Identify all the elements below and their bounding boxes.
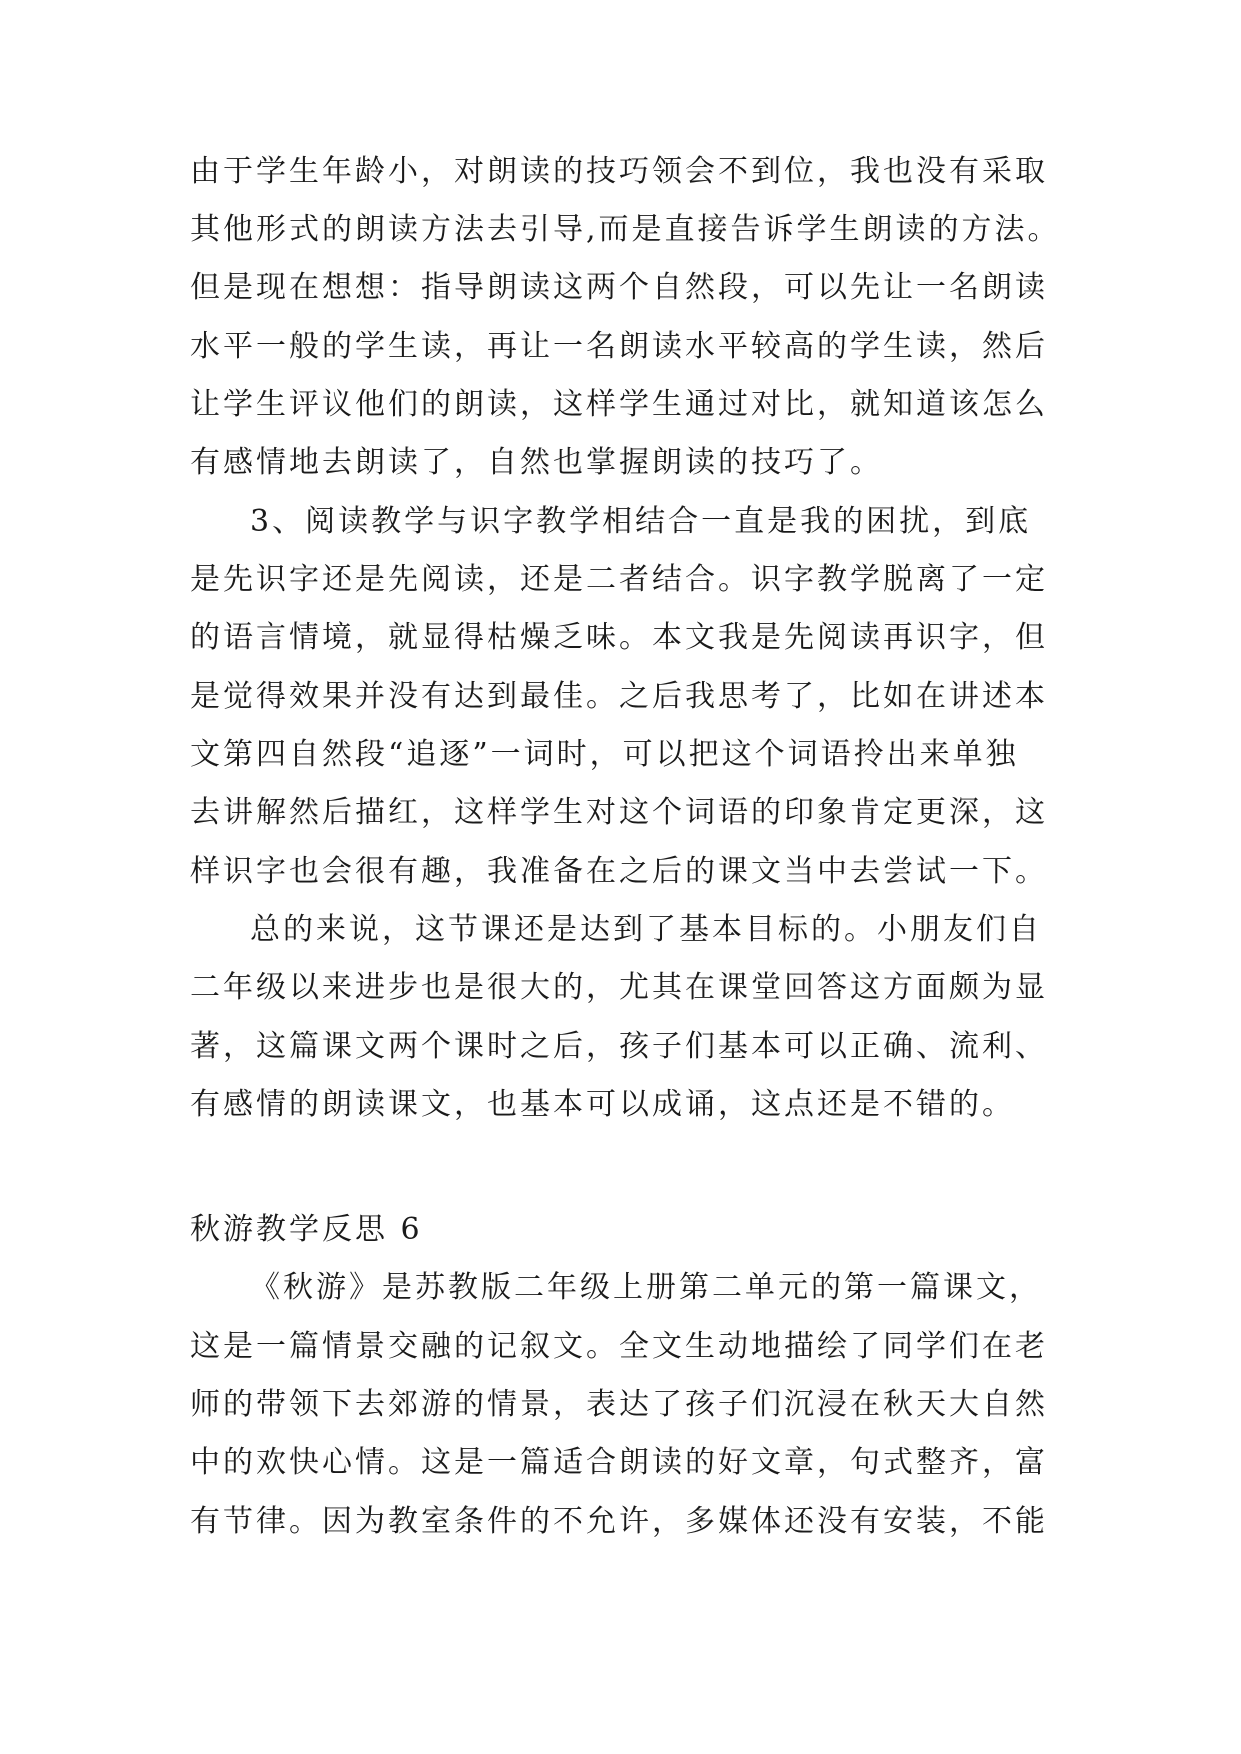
- text-line: 由于学生年龄小，对朗读的技巧领会不到位，我也没有采取: [190, 154, 1048, 189]
- paragraph-start: 总的来说，这节课还是达到了基本目标的。小朋友们自: [250, 912, 1042, 947]
- text-line: 让学生评议他们的朗读，这样学生通过对比，就知道该怎么: [190, 387, 1048, 422]
- text-line: 是先识字还是先阅读，还是二者结合。识字教学脱离了一定: [190, 562, 1048, 597]
- paragraph-start: 3、阅读教学与识字教学相结合一直是我的困扰，到底: [250, 504, 1032, 539]
- paragraph-start: 《秋游》是苏教版二年级上册第二单元的第一篇课文，: [250, 1270, 1042, 1305]
- text-line: 有感情的朗读课文，也基本可以成诵，这点还是不错的。: [190, 1087, 1015, 1122]
- text-line: 有感情地去朗读了，自然也掌握朗读的技巧了。: [190, 445, 883, 480]
- text-line: 有节律。因为教室条件的不允许，多媒体还没有安装，不能: [190, 1504, 1048, 1539]
- text-line: 文第四自然段“追逐”一词时，可以把这个词语拎出来单独: [190, 737, 1019, 772]
- text-line: 样识字也会很有趣，我准备在之后的课文当中去尝试一下。: [190, 854, 1048, 889]
- text-line: 去讲解然后描红，这样学生对这个词语的印象肯定更深，这: [190, 795, 1048, 830]
- section-heading: 秋游教学反思 6: [190, 1212, 423, 1247]
- text-line: 水平一般的学生读，再让一名朗读水平较高的学生读，然后: [190, 329, 1048, 364]
- text-line: 的语言情境，就显得枯燥乏味。本文我是先阅读再识字，但: [190, 620, 1048, 655]
- text-line: 二年级以来进步也是很大的，尤其在课堂回答这方面颇为显: [190, 970, 1048, 1005]
- text-line: 但是现在想想：指导朗读这两个自然段，可以先让一名朗读: [190, 270, 1048, 305]
- text-line: 其他形式的朗读方法去引导,而是直接告诉学生朗读的方法。: [190, 212, 1061, 247]
- text-line: 著，这篇课文两个课时之后，孩子们基本可以正确、流利、: [190, 1029, 1048, 1064]
- text-line: 中的欢快心情。这是一篇适合朗读的好文章，句式整齐，富: [190, 1445, 1048, 1480]
- text-line: 这是一篇情景交融的记叙文。全文生动地描绘了同学们在老: [190, 1329, 1048, 1364]
- text-line: 是觉得效果并没有达到最佳。之后我思考了，比如在讲述本: [190, 679, 1048, 714]
- text-line: 师的带领下去郊游的情景，表达了孩子们沉浸在秋天大自然: [190, 1387, 1048, 1422]
